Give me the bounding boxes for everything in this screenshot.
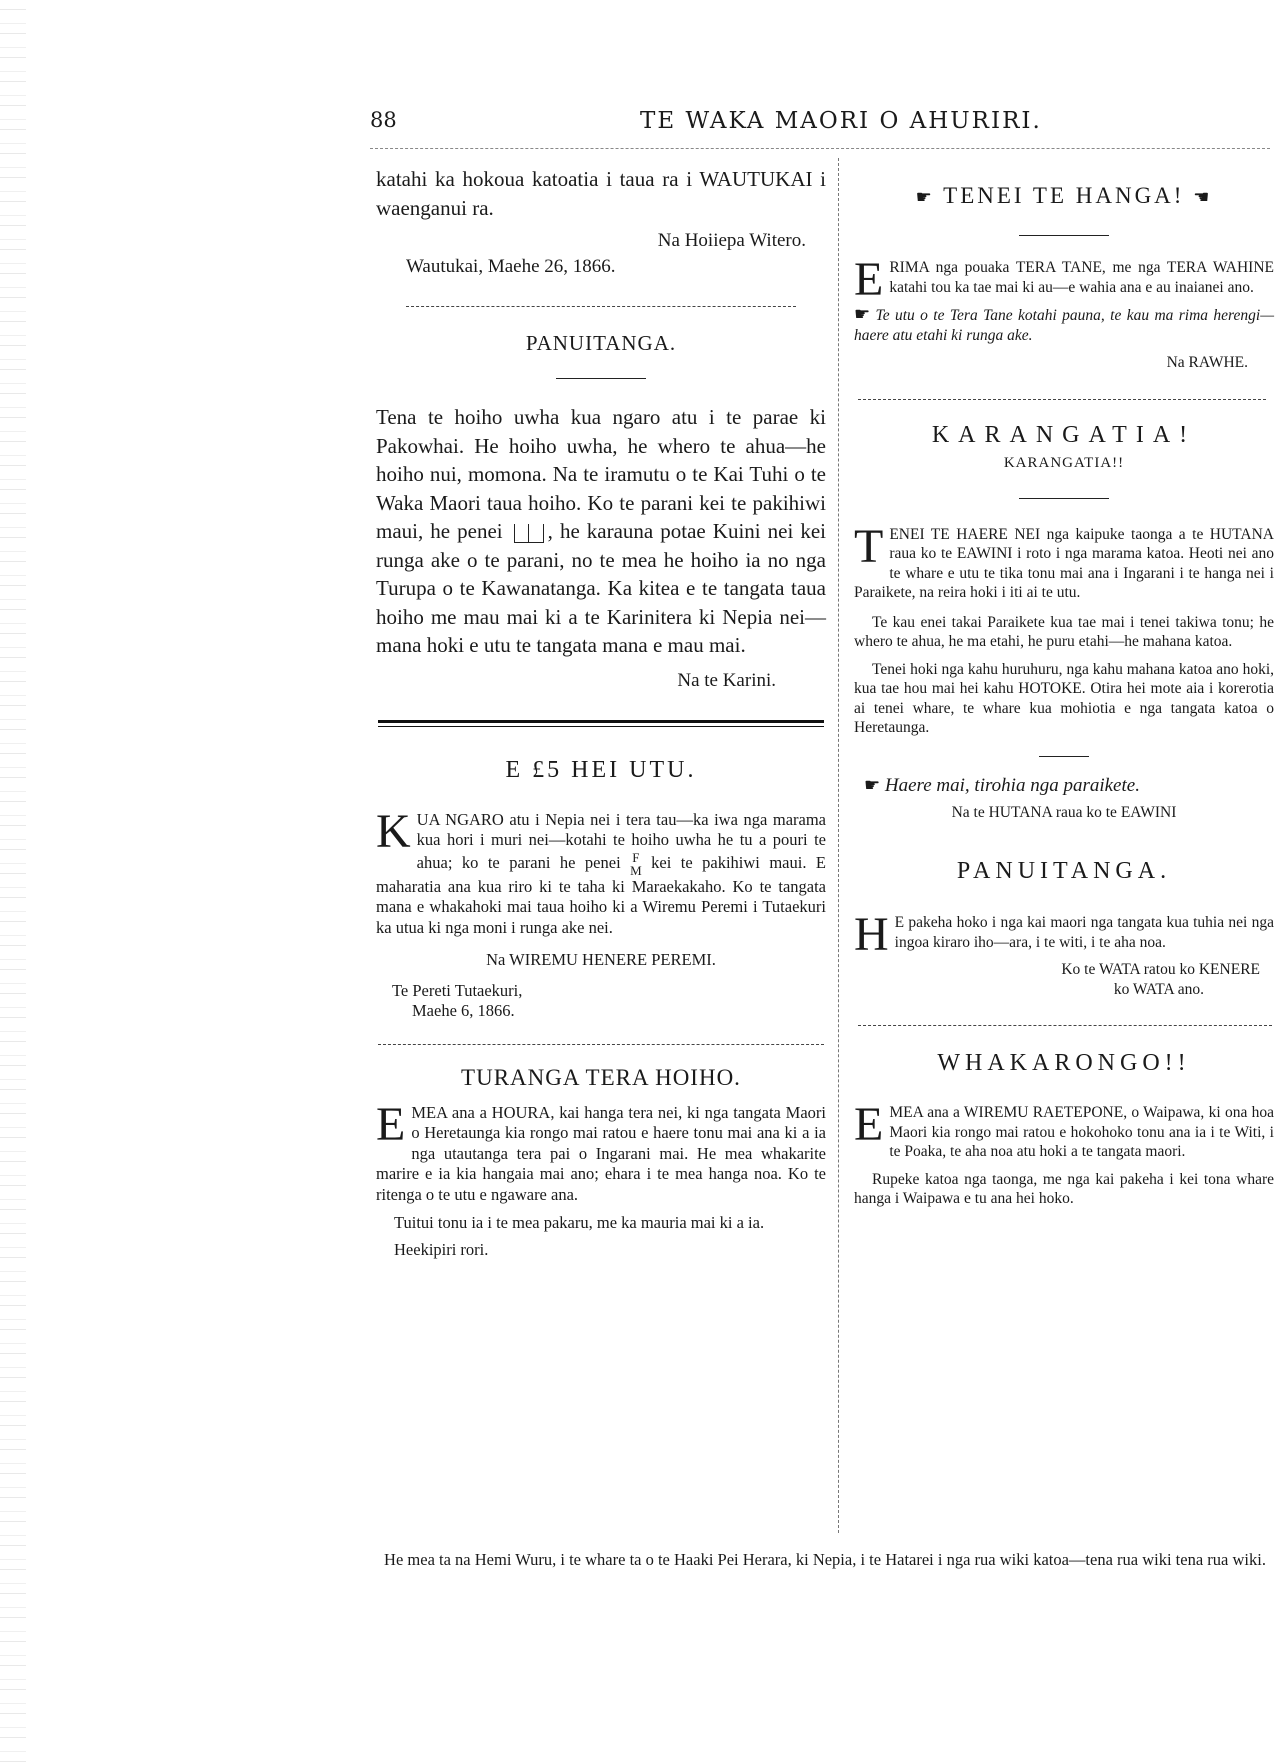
divider [556,378,646,379]
brand-top: F [632,849,640,865]
panuitanga2-drop-cap: H [854,908,889,961]
page-header [370,108,1270,140]
page-number: 88 [370,108,397,132]
tenei-note [854,305,1274,345]
panuitanga-body [376,403,826,660]
panuitanga2-sig1: Ko te WATA ratou ko KENERE [1061,961,1260,978]
turanga-body: MEA ana a HOURA, kai hanga tera nei, ki nga tangata Maori o Heretaunga kia rongo mai ratou e haere tonu mai ana ki a ia nga utautanga tera pai o Ingarani mai. He mea whakarite marire e ia kia hangaia mai ano; ehara i te mea hanga noa. Ko te ritenga o te utu e ngaware ana. [376,1102,826,1204]
karangatia-drop-cap: T [854,519,884,573]
whakarongo-body: MEA ana a WIREMU RAETEPONE, o Waipawa, ki ona hoa Maori kia rongo mai ratou e hokohoko tonu ana ia i te Witi, i te Poaka, te aha noa atu hoki a te tangata maori. [889,1104,1274,1160]
brand-bottom: M [630,862,642,878]
panuitanga-title: PANUITANGA. [525,331,677,355]
karangatia-signature: Na te HUTANA raua ko te EAWINI [951,803,1177,821]
karangatia-call [864,775,1274,797]
scan-edge [0,0,26,1763]
tenei-note-text: Te utu o te Tera Tane kotahi pauna, te kau ma rima herengi—haere atu etahi ki runga ake. [854,307,1274,344]
divider [858,399,1266,400]
karangatia-p3: Tenei hoki nga kahu huruhuru, nga kahu mahana katoa ano hoki, kua tae hou mai hei kahu HOTOKE. Otira hei mote aia i korerotia ai tenei whare, te whare kua mohiotia e nga tangata katoa o Heretaunga. [854,660,1274,736]
turanga-block [376,1097,826,1206]
reward-body-end: kei te pakihiwi maui. E maharatia ana kua riro ki te taha ki Maraekakaho. Ko te tangata mana e whakahoki mai taua hoiho ki a Wiremu Peremi i Tutaekuri ka utua ki nga moni i runga ake nei. [376,852,827,937]
divider [1019,235,1109,236]
intro-place-date: Wautukai, Maehe 26, 1866. [406,256,616,277]
whakarongo-drop-cap: E [854,1098,884,1151]
reward-block [376,804,827,939]
pointing-hand-icon: ☚ [1193,187,1213,207]
reward-body [376,804,827,939]
left-column [376,165,826,1260]
masthead-title: TE WAKA MAORI O AHURIRI. [640,108,1042,134]
double-divider [378,720,824,727]
turanga-drop-cap: E [376,1097,406,1151]
panuitanga2-block [854,908,1274,961]
brand-fraction [630,851,642,877]
karangatia-call-text: Haere mai, tirohia nga paraikete. [884,774,1140,796]
tenei-title [854,183,1274,209]
header-rule [370,148,1270,149]
pointing-hand-icon: ☛ [864,774,881,795]
turanga-sign: Heekipiri rori. [394,1239,489,1259]
turanga-body2: Tuitui tonu ia i te mea pakaru, me ka mauria mai ki a ia. [394,1213,765,1232]
tenei-body: RIMA nga pouaka TERA TANE, me nga TERA WAHINE katahi tou ka tae mai ki au—e wahia ana e au inaianei ano. [889,259,1274,296]
right-column [854,165,1274,1209]
pointing-hand-icon: ☛ [854,304,871,324]
pointing-hand-icon: ☛ [915,187,935,207]
panuitanga-body-start: Tena te hoiho uwha kua ngaro atu i te parae ki Pakowhai. He hoiho uwha, he whero te ahua—he hoiho nui, momona. Na te iramutu o te Kai Tuhi o te Waka Maori taua hoiho. Ko te parani kei te pakihiwi maui, he penei [376,405,826,543]
panuitanga-signature: Na te Karini. [677,669,776,691]
tenei-signature: Na RAWHE. [1166,354,1248,371]
panuitanga2-sig2: ko WATA ano. [1113,980,1204,998]
panuitanga-body-end: , he karauna potae Kuini nei kei runga ake o te parani, no te mea he hoiho ia no nga Turupa o te Kawanatanga. Ka kitea e te tangata taua hoiho me mau mai ki a te Karinitera ki Nepia nei—mana hoki e utu te tangata mana e mau mai. [376,519,827,657]
whakarongo-title: WHAKARONGO!! [937,1050,1191,1076]
panuitanga2-title: PANUITANGA. [956,858,1172,884]
divider [858,1025,1272,1026]
reward-drop-cap: K [376,804,411,858]
brand-mark-icon [514,524,544,543]
column-separator [838,158,839,1533]
reward-title: E £5 HEI UTU. [505,756,697,783]
divider [1039,756,1089,757]
divider [406,306,796,307]
intro-text: katahi ka hokoua katoatia i taua ra i WAUTUKAI i waenganui ra. [376,167,826,220]
turanga-title: TURANGA TERA HOIHO. [461,1064,741,1090]
karangatia-block [854,519,1274,603]
divider [378,1044,824,1045]
divider [1019,498,1109,499]
whakarongo-block [854,1098,1274,1162]
tenei-block [854,253,1274,306]
reward-signature: Na WIREMU HENERE PEREMI. [486,950,716,969]
tenei-drop-cap: E [854,253,884,306]
karangatia-subtitle: KARANGATIA!! [1003,454,1125,471]
reward-date: Maehe 6, 1866. [412,1001,515,1020]
whakarongo-p2: Rupeke katoa nga taonga, me nga kai pakeha i kei tona whare hanga i Waipawa e tu ana hei hoko. [854,1170,1274,1207]
karangatia-p2: Te kau enei takai Paraikete kua tae mai i tenei takiwa tonu; he whero te ahua, he ma etahi, he puru etahi—he mahana katoa. [854,613,1274,650]
karangatia-body: ENEI TE HAERE NEI nga kaipuke taonga a te HUTANA raua ko te EAWINI i roto i nga marama katoa. Heoti nei ano te whare e utu te tika tonu mai ana i Ingarani i te hanga nei i Paraikete, na reira hoki i iti ai te utu. [854,525,1274,601]
reward-body-start: UA NGARO atu i Nepia nei i tera tau—ka iwa nga marama kua hori i muri nei—kotahi te hoiho uwha he tu a pouri te ahua; ko te parani he penei [416,809,826,872]
reward-place: Te Pereti Tutaekuri, [392,980,523,1000]
tenei-title-text: TENEI TE HANGA! [943,183,1185,208]
printer-footer: He mea ta na Hemi Wuru, i te whare ta o te Haaki Pei Herara, ki Nepia, i te Hatarei i nga rua wiki katoa—tena rua wiki tena rua wiki. [384,1550,1266,1569]
panuitanga2-body: E pakeha hoko i nga kai maori nga tangata kua tuhia nei nga ingoa kiraro iho—ara, i te witi, i te aha noa. [894,914,1274,951]
karangatia-title: KARANGATIA! [931,421,1197,448]
intro-signature: Na Hoiiepa Witero. [657,230,806,251]
